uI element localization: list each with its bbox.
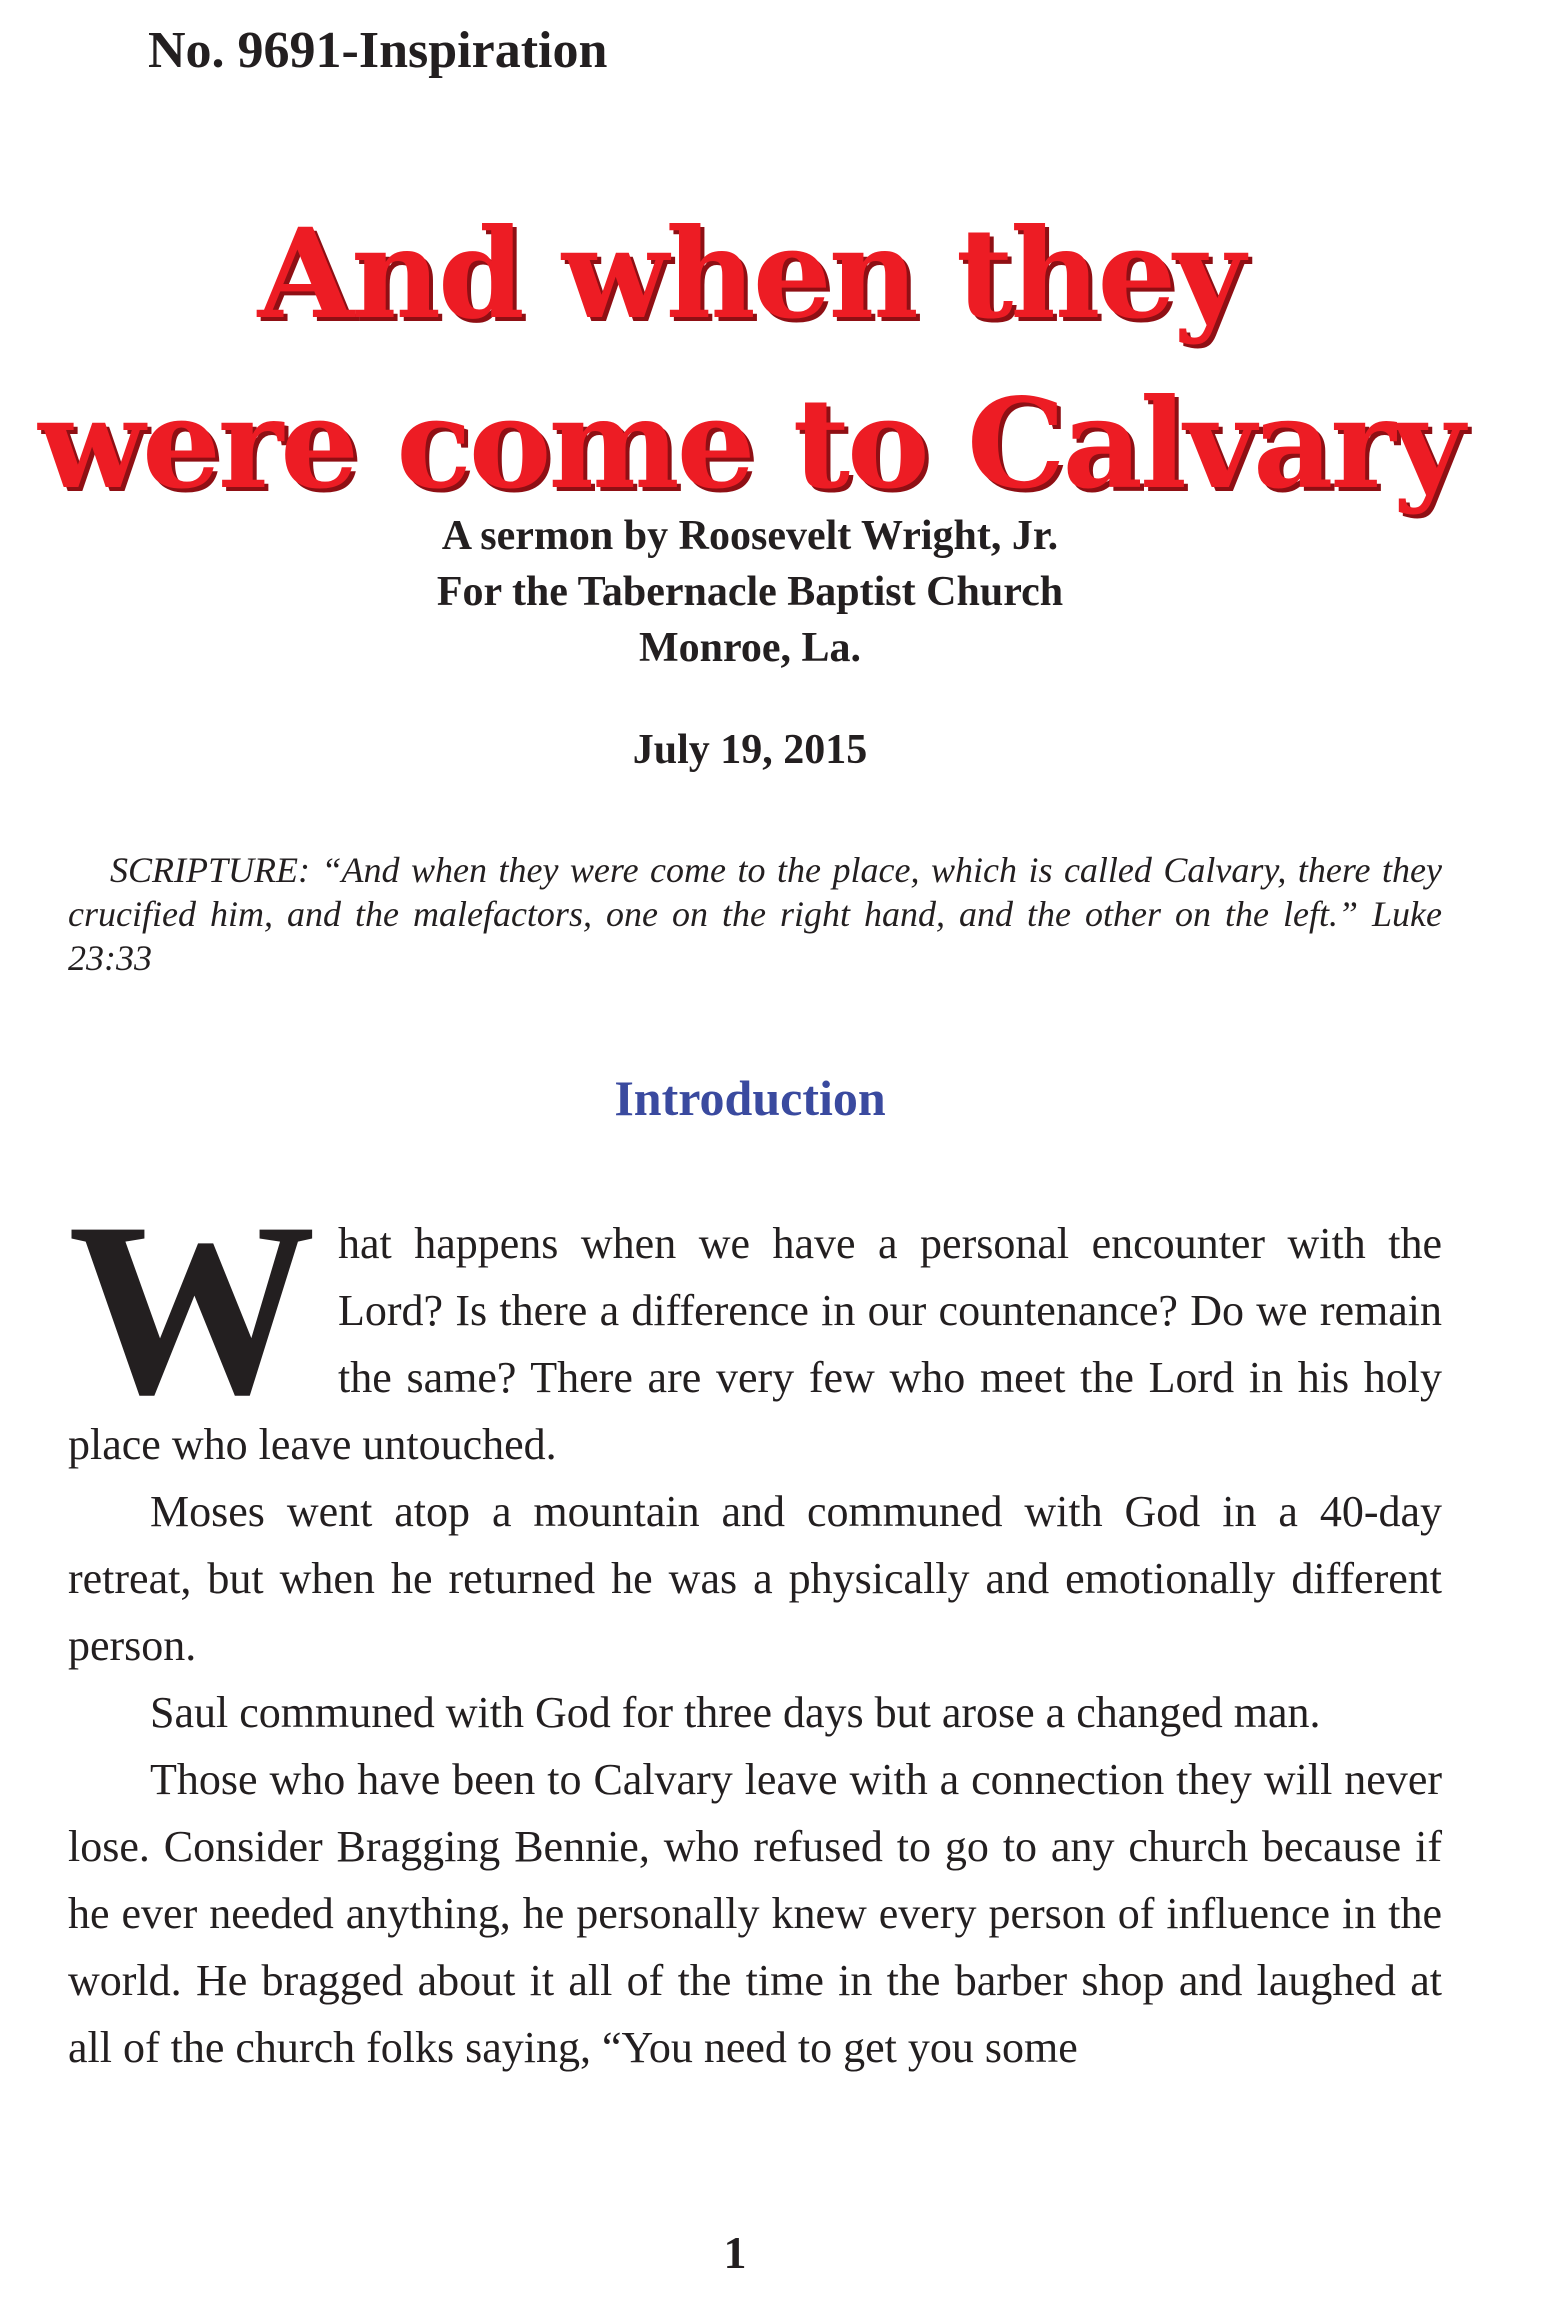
page-number: 1 <box>723 2227 747 2278</box>
drop-cap: W <box>68 1171 316 1446</box>
sermon-body <box>68 1171 1442 2081</box>
section-heading-introduction: Introduction <box>614 1070 886 1126</box>
title-line-2: were come to Calvary <box>38 372 1462 517</box>
paragraph-2: Moses went atop a mountain and communed with God in a 40-day retreat, but when he returned he was a physically and emotionally different person. <box>68 1487 1442 1670</box>
byline-church: For the Tabernacle Baptist Church <box>436 569 1064 615</box>
paragraph-3: Saul communed with God for three days but arose a changed man. <box>150 1688 1321 1737</box>
paragraph-1-text: hat happens when we have a personal encounter with the Lord? Is there a difference in our countenance? Do we remain the same? There are very few who meet the Lord in his holy place who leave untouched. <box>68 1219 1442 1469</box>
byline-location: Monroe, La. <box>638 625 862 671</box>
scripture-quote: SCRIPTURE: “And when they were come to the place, which is called Calvary, there they crucified him, and the malefactors, one on the right hand, and the other on the left.” Luke 23:33 <box>68 850 1442 978</box>
title-line-1: And when they <box>257 202 1243 347</box>
byline <box>0 508 1500 676</box>
paragraph-1 <box>68 1171 1442 1478</box>
document-number: No. 9691-Inspiration <box>148 22 608 79</box>
paragraph-4: Those who have been to Calvary leave with a connection they will never lose. Consider Bragging Bennie, who refused to go to any church because if he ever needed anything, he personally knew every person of influence in the world. He bragged about it all of the time in the barber shop and laughed at all of the church folks saying, “You need to get you some <box>68 1755 1442 2072</box>
byline-author: A sermon by Roosevelt Wright, Jr. <box>441 513 1059 559</box>
sermon-date: July 19, 2015 <box>632 727 868 773</box>
sermon-title <box>0 190 1500 530</box>
